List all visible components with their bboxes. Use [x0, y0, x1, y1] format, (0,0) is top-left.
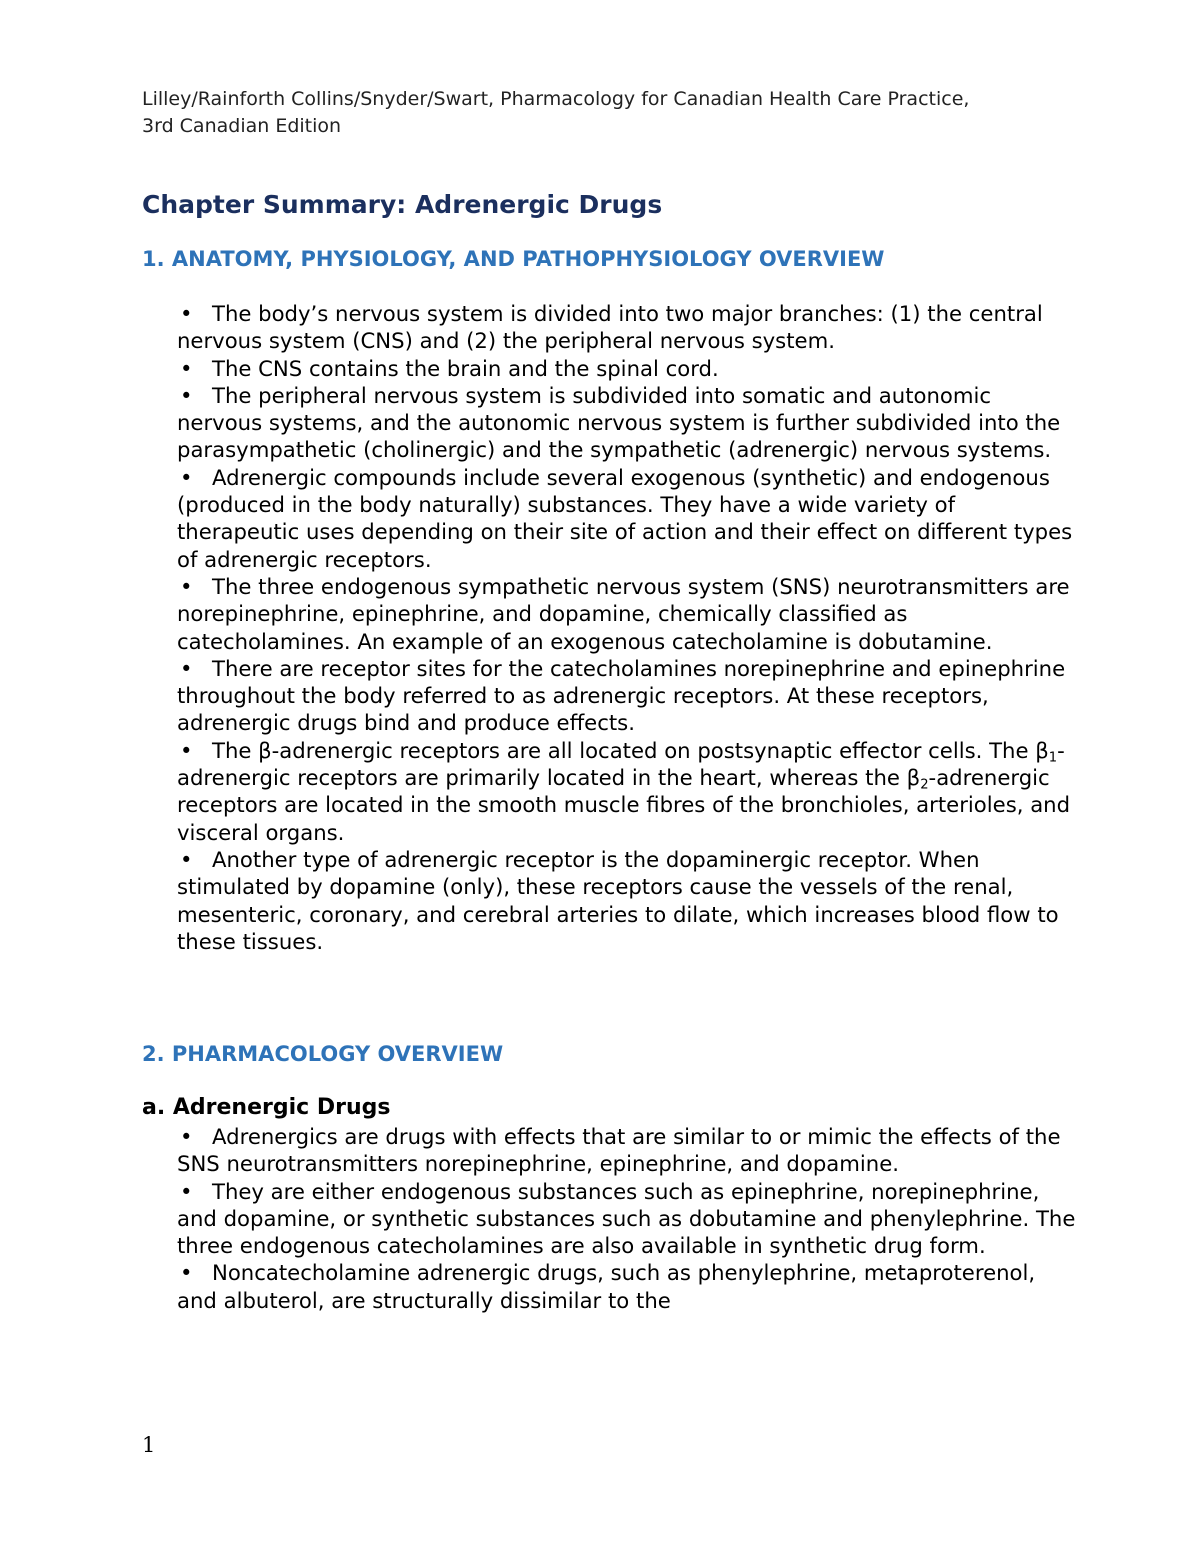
list-item: [177, 846, 1077, 955]
list-item: [177, 464, 1077, 573]
bullet-icon: •: [180, 464, 193, 490]
section-1-bullet-list: [177, 300, 1077, 955]
list-item: [177, 655, 1077, 737]
list-item: [177, 300, 1077, 355]
bullet-text: Another type of adrenergic receptor is the dopaminergic receptor. When stimulated by dopamine (only), these receptors cause the vessels of the renal, mesenteric, coronary, and cerebral arteries to dilate, which increases blood flow to these tissues.: [177, 846, 1059, 954]
bullet-icon: •: [180, 573, 193, 599]
bullet-icon: •: [180, 382, 193, 408]
bullet-text: The peripheral nervous system is subdivided into somatic and autonomic nervous systems, and the autonomic nervous system is further subdivided into the parasympathetic (cholinergic) and the sympathetic (adrenergic) nervous systems.: [177, 382, 1061, 463]
running-header-line-1: Lilley/Rainforth Collins/Snyder/Swart, Pharmacology for Canadian Health Care Practice,: [142, 88, 970, 110]
bullet-icon: •: [180, 1178, 193, 1204]
beta-bullet-text-part-1: The β-adrenergic receptors are all located on postsynaptic effector cells. The β: [212, 737, 1049, 763]
list-item: [177, 1259, 1077, 1314]
bullet-icon: •: [180, 301, 193, 326]
beta-2-subscript: 2: [920, 777, 929, 793]
bullet-text: The three endogenous sympathetic nervous system (SNS) neurotransmitters are norepinephrine, epinephrine, and dopamine, chemically classified as catecholamines. An example of an exogenous catecholamine is dobutamine.: [177, 573, 1070, 654]
bullet-icon: •: [180, 1124, 193, 1149]
bullet-text: Adrenergic compounds include several exogenous (synthetic) and endogenous (produced in the body naturally) substances. They have a wide variety of therapeutic uses depending on their site of action and their effect on different types of adrenergic receptors.: [177, 464, 1073, 572]
running-header-line-2: 3rd Canadian Edition: [142, 115, 342, 137]
subsection-heading-adrenergic-drugs: a. Adrenergic Drugs: [142, 1095, 391, 1120]
list-item: [177, 573, 1077, 655]
section-2-heading: 2. PHARMACOLOGY OVERVIEW: [142, 1042, 504, 1066]
bullet-icon: •: [180, 655, 193, 681]
beta-bullet-text-part-3: -adrenergic receptors are located in the smooth muscle fibres of the bronchioles, arterioles, and visceral organs.: [177, 765, 1071, 845]
bullet-text: Noncatecholamine adrenergic drugs, such as phenylephrine, metaproterenol, and albuterol, are structurally dissimilar to the: [177, 1260, 1036, 1313]
list-item: [177, 382, 1077, 464]
bullet-icon: •: [180, 355, 193, 381]
section-1-heading: 1. ANATOMY, PHYSIOLOGY, AND PATHOPHYSIOLOGY OVERVIEW: [142, 247, 885, 271]
section-2-bullet-list: [177, 1123, 1077, 1314]
bullet-text: There are receptor sites for the catecholamines norepinephrine and epinephrine throughout the body referred to as adrenergic receptors. At these receptors, adrenergic drugs bind and produce effects.: [177, 655, 1066, 736]
chapter-title: Chapter Summary: Adrenergic Drugs: [142, 190, 663, 219]
bullet-text: Adrenergics are drugs with effects that are similar to or mimic the effects of the SNS neurotransmitters norepinephrine, epinephrine, and dopamine.: [177, 1124, 1061, 1177]
list-item: [177, 355, 1077, 382]
bullet-icon: •: [180, 737, 193, 763]
bullet-icon: •: [180, 1260, 193, 1286]
bullet-text: The body’s nervous system is divided into two major branches: (1) the central nervous system (CNS) and (2) the peripheral nervous system.: [177, 301, 1043, 354]
beta-1-subscript: 1: [1048, 750, 1058, 766]
page-number: 1: [142, 1433, 156, 1457]
running-header: [142, 86, 1102, 140]
list-item: [177, 737, 1077, 846]
list-item: [177, 1123, 1077, 1178]
bullet-text: The CNS contains the brain and the spinal cord.: [212, 355, 719, 381]
list-item: [177, 1178, 1077, 1260]
bullet-icon: •: [180, 846, 193, 872]
bullet-text: They are either endogenous substances such as epinephrine, norepinephrine, and dopamine, or synthetic substances such as dobutamine and phenylephrine. The three endogenous catecholamines are also available in synthetic drug form.: [177, 1178, 1076, 1259]
beta-bullet-text-part-2: -adrenergic receptors are primarily located in the heart, whereas the β: [177, 737, 1065, 791]
